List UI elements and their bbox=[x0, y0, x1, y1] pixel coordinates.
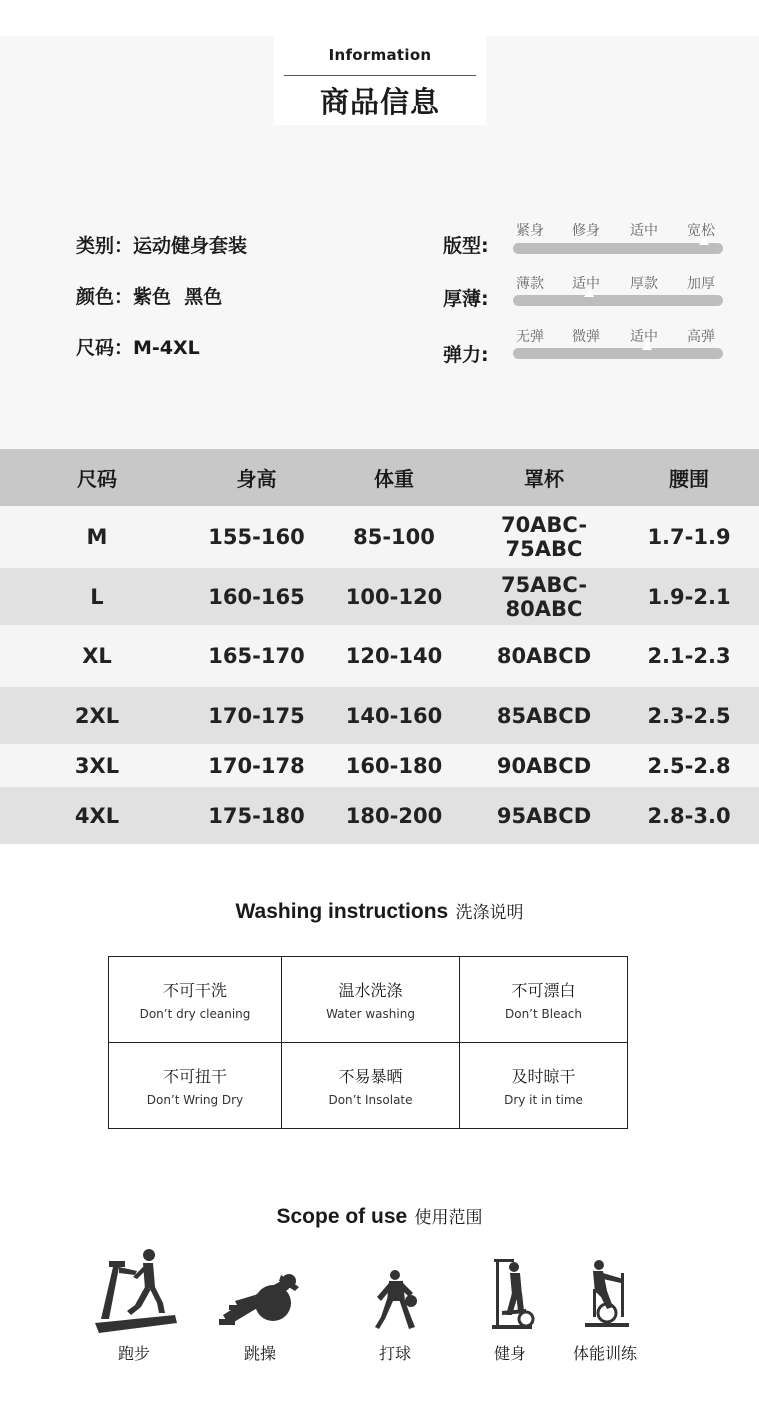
table-row bbox=[0, 568, 759, 625]
scale-label-elasticity: 弹力: bbox=[443, 344, 489, 366]
page-title: 商品信息 bbox=[319, 85, 440, 119]
table-cell: L bbox=[90, 584, 104, 609]
wash-cn: 不易暴晒 bbox=[338, 1067, 403, 1086]
header-weight: 体重 bbox=[319, 449, 469, 506]
wash-cn: 及时晾干 bbox=[511, 1067, 576, 1086]
washing-title-en: Washing instructions bbox=[235, 900, 449, 923]
basketball-player-icon bbox=[365, 1245, 425, 1333]
scope-item-fitness bbox=[470, 1245, 550, 1364]
scope-title-cn: 使用范围 bbox=[414, 1208, 483, 1228]
table-cell: 170-175 bbox=[208, 703, 305, 728]
scale-options-thickness bbox=[512, 273, 726, 293]
wash-en: Don’t Bleach bbox=[504, 1007, 583, 1021]
wash-cn: 不可扭干 bbox=[162, 1067, 227, 1086]
table-cell: 95ABCD bbox=[496, 803, 592, 828]
scope-title bbox=[0, 1203, 759, 1229]
wash-cell-dry-in-time bbox=[460, 1043, 628, 1129]
attribute-size bbox=[76, 333, 200, 360]
table-cell: 100-120 bbox=[345, 584, 443, 609]
scope-title-en: Scope of use bbox=[276, 1205, 408, 1228]
scope-label: 跑步 bbox=[117, 1344, 150, 1363]
title-divider bbox=[284, 75, 476, 76]
attribute-value: 运动健身套装 bbox=[133, 235, 248, 257]
table-cell: 165-170 bbox=[208, 644, 305, 668]
scope-label: 健身 bbox=[493, 1344, 526, 1363]
table-cell: 2.1-2.3 bbox=[647, 644, 731, 668]
table-cell: 2.5-2.8 bbox=[647, 753, 731, 778]
table-row bbox=[0, 506, 759, 568]
scale-label-fit: 版型: bbox=[443, 235, 489, 257]
table-cell: XL bbox=[82, 644, 112, 668]
size-table-header-row bbox=[0, 449, 759, 506]
wash-cn: 不可干洗 bbox=[162, 981, 227, 1000]
scale-option: 宽松 bbox=[687, 223, 715, 239]
scale-options-fit bbox=[512, 220, 726, 240]
table-cell: 140-160 bbox=[345, 703, 443, 728]
exercise-bike-icon bbox=[577, 1245, 633, 1333]
washing-title-cn: 洗涤说明 bbox=[455, 903, 524, 923]
scale-bar-fit bbox=[513, 243, 723, 254]
table-cell: 3XL bbox=[74, 753, 120, 778]
scale-bar-elasticity bbox=[513, 348, 723, 359]
wash-cell-no-wring bbox=[109, 1043, 282, 1129]
table-row bbox=[0, 744, 759, 787]
wash-cell-no-insolate bbox=[282, 1043, 460, 1129]
wash-en: Don’t dry cleaning bbox=[139, 1007, 251, 1021]
exercise-ball-icon bbox=[215, 1245, 305, 1333]
wash-cell-no-dry-clean bbox=[109, 957, 282, 1043]
wash-cn: 温水洗涤 bbox=[338, 981, 403, 1000]
scale-marker bbox=[642, 342, 652, 350]
table-cell: 90ABCD bbox=[496, 753, 592, 778]
wash-en: Don’t Insolate bbox=[328, 1093, 413, 1107]
table-cell: 2XL bbox=[74, 703, 120, 728]
size-table-grid bbox=[0, 449, 759, 844]
washing-table bbox=[108, 956, 628, 1129]
table-cell: M bbox=[86, 525, 108, 549]
attribute-value: M-4XL bbox=[133, 337, 200, 359]
wash-en: Dry it in time bbox=[504, 1093, 583, 1107]
scale-option: 适中 bbox=[630, 223, 658, 239]
table-cell: 2.8-3.0 bbox=[647, 803, 731, 828]
scope-item-running bbox=[90, 1245, 178, 1364]
scale-option: 微弹 bbox=[572, 329, 600, 345]
scope-item-aerobics bbox=[215, 1245, 305, 1364]
wash-en: Don’t Wring Dry bbox=[146, 1093, 244, 1107]
scale-option: 加厚 bbox=[687, 276, 715, 292]
wash-cn: 不可漂白 bbox=[511, 981, 576, 1000]
table-row bbox=[0, 687, 759, 744]
scale-bar-thickness bbox=[513, 295, 723, 306]
wash-cell-warm-water bbox=[282, 957, 460, 1043]
attribute-label: 尺码： bbox=[76, 337, 134, 359]
table-cell: 80ABCD bbox=[496, 644, 592, 668]
table-cell: 85-100 bbox=[353, 525, 435, 549]
table-cell: 1.7-1.9 bbox=[647, 525, 731, 549]
table-row bbox=[0, 787, 759, 844]
table-row bbox=[0, 625, 759, 687]
scale-option: 厚款 bbox=[630, 276, 658, 292]
scope-label: 体能训练 bbox=[572, 1344, 637, 1363]
title-en: Information bbox=[328, 46, 432, 64]
scale-option: 紧身 bbox=[516, 223, 544, 239]
table-cell: 4XL bbox=[74, 803, 120, 828]
header-cup: 罩杯 bbox=[469, 449, 619, 506]
header-waist: 腰围 bbox=[619, 449, 759, 506]
scale-label-thickness: 厚薄: bbox=[443, 288, 489, 310]
scope-item-ballgame bbox=[355, 1245, 435, 1364]
scope-label: 打球 bbox=[378, 1344, 411, 1363]
table-cell: 2.3-2.5 bbox=[647, 703, 731, 728]
title-card bbox=[274, 36, 486, 125]
table-cell: 180-200 bbox=[345, 803, 443, 828]
header-height: 身高 bbox=[194, 449, 319, 506]
scale-option: 适中 bbox=[572, 276, 600, 292]
table-cell: 160-165 bbox=[208, 584, 305, 609]
table-cell: 85ABCD bbox=[496, 703, 592, 728]
scale-option: 高弹 bbox=[687, 329, 715, 345]
table-cell: 120-140 bbox=[345, 644, 443, 668]
table-cell: 155-160 bbox=[208, 525, 305, 549]
table-cell: 70ABC-75ABC bbox=[500, 513, 588, 561]
attribute-category bbox=[76, 231, 247, 258]
washing-title bbox=[0, 898, 759, 924]
table-cell: 175-180 bbox=[208, 803, 305, 828]
attribute-value: 紫色 黑色 bbox=[133, 286, 223, 308]
scale-options-elasticity bbox=[512, 326, 726, 346]
scale-marker bbox=[699, 237, 709, 245]
scope-label: 跳操 bbox=[243, 1344, 276, 1363]
attribute-color bbox=[76, 282, 222, 309]
scale-option: 修身 bbox=[572, 223, 600, 239]
treadmill-running-icon bbox=[91, 1245, 177, 1333]
scale-marker bbox=[584, 289, 594, 297]
table-cell: 75ABC-80ABC bbox=[500, 572, 588, 621]
elliptical-trainer-icon bbox=[482, 1245, 538, 1333]
attribute-label: 类别： bbox=[76, 235, 134, 257]
header-size: 尺码 bbox=[0, 449, 194, 506]
scale-option: 适中 bbox=[630, 329, 658, 345]
scope-item-physical-training bbox=[565, 1245, 645, 1364]
table-cell: 1.9-2.1 bbox=[647, 584, 731, 609]
scale-option: 无弹 bbox=[516, 329, 544, 345]
wash-cell-no-bleach bbox=[460, 957, 628, 1043]
wash-en: Water washing bbox=[326, 1007, 415, 1021]
table-cell: 170-178 bbox=[208, 753, 305, 778]
table-cell: 160-180 bbox=[345, 753, 443, 778]
attribute-label: 颜色： bbox=[76, 286, 134, 308]
scale-option: 薄款 bbox=[516, 276, 544, 292]
